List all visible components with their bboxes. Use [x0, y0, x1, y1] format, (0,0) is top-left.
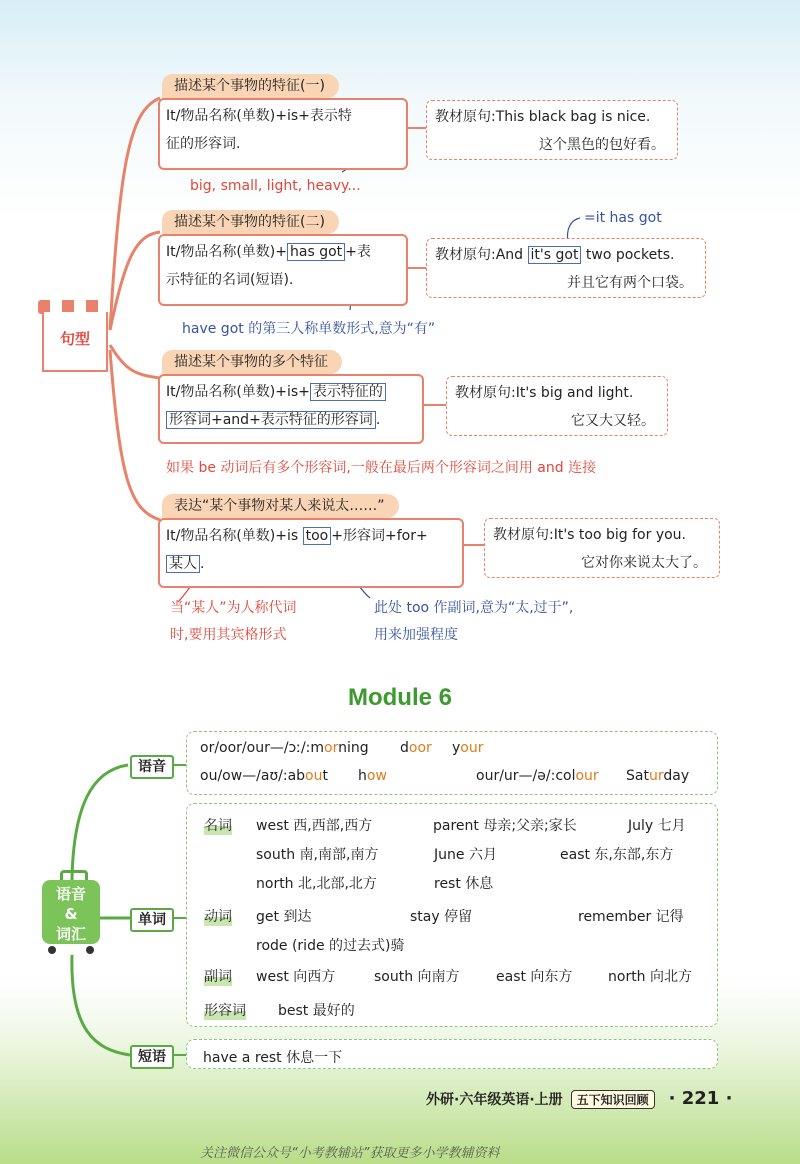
verb-item: remember 记得 [578, 909, 684, 925]
adjective-label: 形容词 [204, 1000, 246, 1020]
noun-item: west 西,西部,西方 [256, 818, 373, 834]
suitcase-icon [42, 870, 102, 956]
too-boxed: too [303, 527, 332, 545]
section-3-original [446, 376, 668, 436]
phonics-word-door [400, 740, 432, 756]
word-part: day [663, 768, 690, 784]
adverb-item: east 向东方 [496, 969, 573, 985]
section-4-rule [158, 518, 464, 588]
review-badge: 五下知识回顾 [571, 1090, 655, 1109]
word-highlight: ur [648, 768, 664, 784]
suitcase-line3: 词汇 [55, 925, 86, 943]
section-1-note: big, small, light, heavy... [190, 178, 361, 194]
rule-text: . [200, 556, 205, 572]
phonics-word-how [358, 768, 387, 784]
has-got-boxed: has got [287, 243, 345, 261]
section-2-header: 描述某个事物的特征(二) [162, 210, 339, 234]
phonics-tag: 语音 [130, 755, 174, 779]
original-en: It's big and light. [515, 385, 634, 401]
original-en: And [495, 247, 528, 263]
section-2-note: have got 的第三人称单数形式,意为“有” [182, 321, 436, 337]
wheel-icon [48, 946, 56, 954]
page-footer [426, 1088, 732, 1109]
verb-item: get 到达 [256, 909, 312, 925]
section-1-rule-line1: It/物品名称(单数)+is+表示特 [166, 108, 352, 124]
original-label: 教材原句: [435, 247, 496, 263]
someone-boxed: 某人 [166, 555, 200, 573]
original-label: 教材原句: [493, 527, 554, 543]
section-1-rule [158, 98, 408, 170]
noun-item: July 七月 [628, 818, 686, 834]
section-4-red-note-1: 当“某人”为人称代词 [170, 600, 297, 616]
word-highlight: or [324, 740, 339, 756]
rule-text: . [375, 412, 381, 428]
word-part: m [310, 740, 325, 756]
section-2-original [426, 238, 706, 298]
verb-item: rode (ride 的过去式)骑 [256, 938, 405, 954]
original-en: It's too big for you. [553, 527, 686, 543]
section-1-header: 描述某个事物的特征(一) [162, 74, 339, 98]
word-part: ab [287, 768, 306, 784]
noun-item: east 东,东部,东方 [560, 847, 674, 863]
noun-item: south 南,南部,南方 [256, 847, 379, 863]
word-part: col [555, 768, 576, 784]
word-highlight: ou [305, 768, 323, 784]
word-part: t [322, 768, 328, 784]
section-2-rule [158, 234, 408, 306]
section-3-rule [158, 374, 424, 444]
section-3-header: 描述某个事物的多个特征 [162, 350, 342, 374]
word-highlight: our [460, 740, 484, 756]
adverb-item: north 向北方 [608, 969, 693, 985]
section-3-note: 如果 be 动词后有多个形容词,一般在最后两个形容词之间用 and 连接 [166, 460, 597, 476]
section-1-rule-line2: 征的形容词. [166, 136, 241, 152]
noun-item: north 北,北部,北方 [256, 876, 377, 892]
watermark: 关注微信公众号“小考教辅站”获取更多小学教辅资料 [200, 1146, 500, 1161]
suitcase-label [42, 880, 100, 944]
phonics-row1 [200, 740, 369, 756]
rule-text: +形容词+for+ [331, 528, 428, 544]
section-2-rule-line2: 示特征的名词(短语). [166, 272, 294, 288]
suitcase-line1: 语音 [55, 885, 86, 903]
original-cn: 它对你来说太大了。 [581, 555, 707, 571]
phrase-item: have a rest 休息一下 [203, 1050, 343, 1066]
adjective-item: best 最好的 [278, 1003, 355, 1019]
adverb-label: 副词 [204, 966, 232, 986]
section-4-blue-note-1: 此处 too 作副词,意为“太,过于”, [374, 600, 574, 616]
section-2-side-note: =it has got [584, 210, 662, 226]
original-cn: 这个黑色的包好看。 [539, 137, 665, 153]
verb-label: 动词 [204, 906, 232, 926]
original-en: two pockets. [581, 247, 675, 263]
phonics-word-your [452, 740, 484, 756]
noun-item: rest 休息 [434, 876, 494, 892]
rule-text: +表 [345, 244, 371, 260]
adverb-item: south 向南方 [374, 969, 460, 985]
word-part: y [452, 740, 461, 756]
page-number: · 221 · [668, 1088, 733, 1109]
phonics-word-saturday [626, 768, 689, 784]
word-part: d [400, 740, 409, 756]
noun-item: parent 母亲;父亲;家长 [433, 818, 577, 834]
section-4-red-note-2: 时,要用其宾格形式 [170, 627, 287, 643]
phonics-row2b [476, 768, 599, 784]
original-cn: 并且它有两个口袋。 [567, 275, 693, 291]
word-part: Sat [626, 768, 649, 784]
words-tag: 单词 [130, 908, 174, 932]
section-4-original [484, 518, 720, 578]
section-4-header: 表达“某个事物对某人来说太……” [162, 494, 399, 518]
rule-text: It/物品名称(单数)+is+ [166, 384, 310, 400]
wheel-icon [86, 946, 94, 954]
phonics-row2 [200, 768, 328, 784]
noun-label: 名词 [204, 815, 232, 835]
phrases-tag: 短语 [130, 1045, 174, 1069]
rule-text: It/物品名称(单数)+ [166, 244, 287, 260]
phonics-rule: ou/ow—/aʊ/: [200, 768, 288, 784]
module-title: Module 6 [347, 684, 452, 711]
its-got-boxed: it's got [528, 246, 582, 264]
original-label: 教材原句: [435, 109, 496, 125]
rule-text: It/物品名称(单数)+is [166, 528, 303, 544]
sign-label: 句型 [42, 312, 108, 372]
adj-boxed: 表示特征的 [310, 383, 386, 401]
phonics-rule: or/oor/our—/ɔː/: [200, 740, 311, 756]
sentence-pattern-sign [38, 300, 110, 378]
word-part: ning [338, 740, 369, 756]
word-part: h [358, 768, 367, 784]
adj-and-adj-boxed: 形容词+and+表示特征的形容词 [166, 411, 376, 429]
section-4-blue-note-2: 用来加强程度 [374, 627, 458, 643]
original-label: 教材原句: [455, 385, 516, 401]
word-highlight: our [575, 768, 599, 784]
section-1-original [426, 100, 678, 160]
verb-item: stay 停留 [410, 909, 473, 925]
phonics-rule: our/ur—/ə/: [476, 768, 556, 784]
adverb-item: west 向西方 [256, 969, 336, 985]
word-highlight: oor [408, 740, 432, 756]
original-cn: 它又大又轻。 [571, 413, 655, 429]
book-title: 外研·六年级英语·上册 [426, 1092, 563, 1108]
noun-item: June 六月 [434, 847, 497, 863]
suitcase-line2: & [64, 905, 78, 923]
word-highlight: ow [366, 768, 387, 784]
original-en: This black bag is nice. [495, 109, 651, 125]
